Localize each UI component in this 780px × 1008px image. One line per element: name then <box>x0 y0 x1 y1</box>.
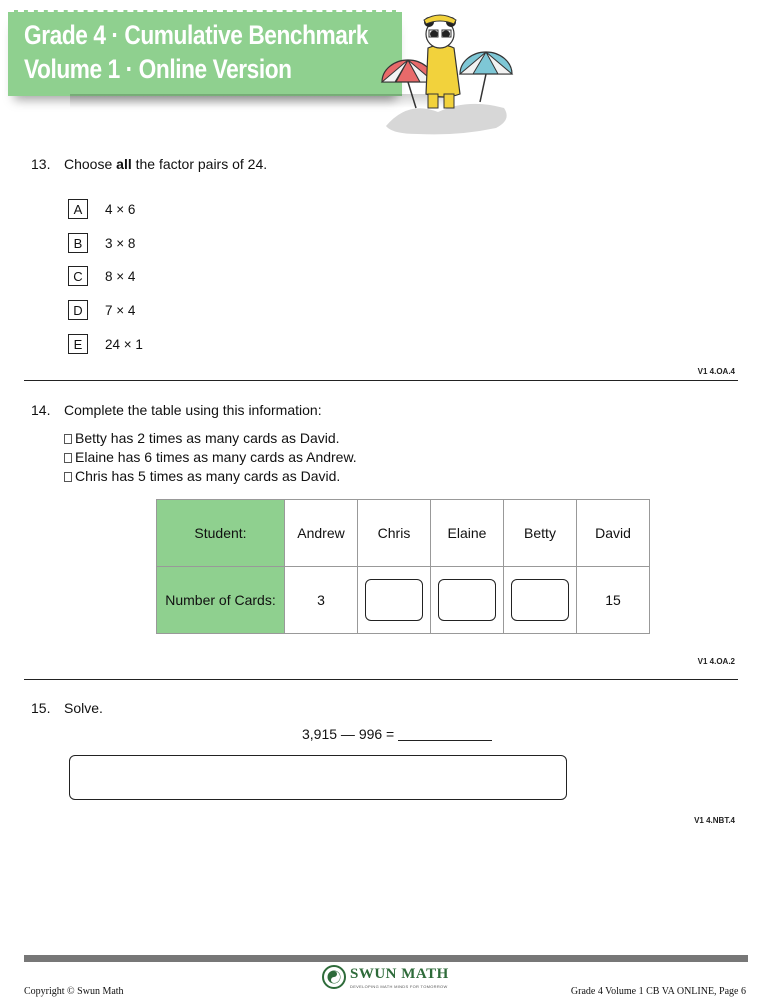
header-banner <box>8 10 402 96</box>
question-13-number: 13. <box>31 156 51 172</box>
option-b[interactable] <box>68 232 135 254</box>
header-title: Grade 4 · Cumulative Benchmark <box>24 20 369 50</box>
option-letter-box[interactable]: C <box>68 266 88 286</box>
copyright-text: Copyright © Swun Math <box>24 986 124 997</box>
david-cards: 15 <box>577 567 650 634</box>
option-d[interactable] <box>68 299 135 321</box>
question-14-number: 14. <box>31 402 51 418</box>
student-chris: Chris <box>358 500 431 567</box>
standard-code-15: V1 4.NBT.4 <box>694 816 735 825</box>
answer-blank[interactable] <box>398 726 492 741</box>
section-divider <box>24 679 738 680</box>
swun-math-logo <box>322 964 462 996</box>
option-letter-box[interactable]: D <box>68 300 88 320</box>
student-elaine: Elaine <box>431 500 504 567</box>
footer-bar <box>24 955 748 962</box>
logo-tagline: DEVELOPING MATH MINDS FOR TOMORROW <box>350 984 448 989</box>
standard-code-14: V1 4.OA.2 <box>697 657 735 666</box>
question-15-text: Solve. <box>64 700 103 716</box>
option-value: 8 × 4 <box>105 268 136 284</box>
option-value: 7 × 4 <box>105 302 136 318</box>
student-david: David <box>577 500 650 567</box>
bullet-box-icon <box>64 453 72 463</box>
standard-code-13: V1 4.OA.4 <box>697 367 735 376</box>
logo-name: SWUN MATH <box>350 966 449 982</box>
answer-work-box[interactable] <box>69 755 567 800</box>
bullet-box-icon <box>64 434 72 444</box>
chris-cards-cell <box>358 567 431 634</box>
info-bullet: Elaine has 6 times as many cards as Andrew. <box>64 449 357 465</box>
andrew-cards: 3 <box>285 567 358 634</box>
bullet-box-icon <box>64 472 72 482</box>
question-15-number: 15. <box>31 700 51 716</box>
info-bullet: Betty has 2 times as many cards as David. <box>64 430 340 446</box>
option-c[interactable] <box>68 265 135 287</box>
option-value: 3 × 8 <box>105 235 136 251</box>
betty-answer-box[interactable] <box>511 579 569 621</box>
info-bullet: Chris has 5 times as many cards as David. <box>64 468 340 484</box>
section-divider <box>24 380 738 381</box>
option-letter-box[interactable]: A <box>68 199 88 219</box>
student-row-label: Student: <box>157 500 285 567</box>
option-value: 24 × 1 <box>105 336 143 352</box>
equation <box>302 726 492 742</box>
elaine-answer-box[interactable] <box>438 579 496 621</box>
betty-cards-cell <box>504 567 577 634</box>
header-subtitle: Volume 1 · Online Version <box>24 54 292 84</box>
equation-text: 3,915 — 996 = <box>302 726 395 742</box>
student-andrew: Andrew <box>285 500 358 567</box>
student-betty: Betty <box>504 500 577 567</box>
elaine-cards-cell <box>431 567 504 634</box>
question-14-text: Complete the table using this information: <box>64 402 322 418</box>
option-value: 4 × 6 <box>105 201 136 217</box>
cards-row-label: Number of Cards: <box>157 567 285 634</box>
question-13-text: Choose all the factor pairs of 24. <box>64 156 268 172</box>
swun-logo-icon <box>322 965 346 989</box>
option-letter-box[interactable]: B <box>68 233 88 253</box>
option-letter-box[interactable]: E <box>68 334 88 354</box>
option-e[interactable] <box>68 333 143 355</box>
panda-umbrella-icon <box>378 8 518 136</box>
cards-table <box>156 499 650 634</box>
option-a[interactable] <box>68 198 135 220</box>
page-info: Grade 4 Volume 1 CB VA ONLINE, Page 6 <box>570 986 746 997</box>
chris-answer-box[interactable] <box>365 579 423 621</box>
